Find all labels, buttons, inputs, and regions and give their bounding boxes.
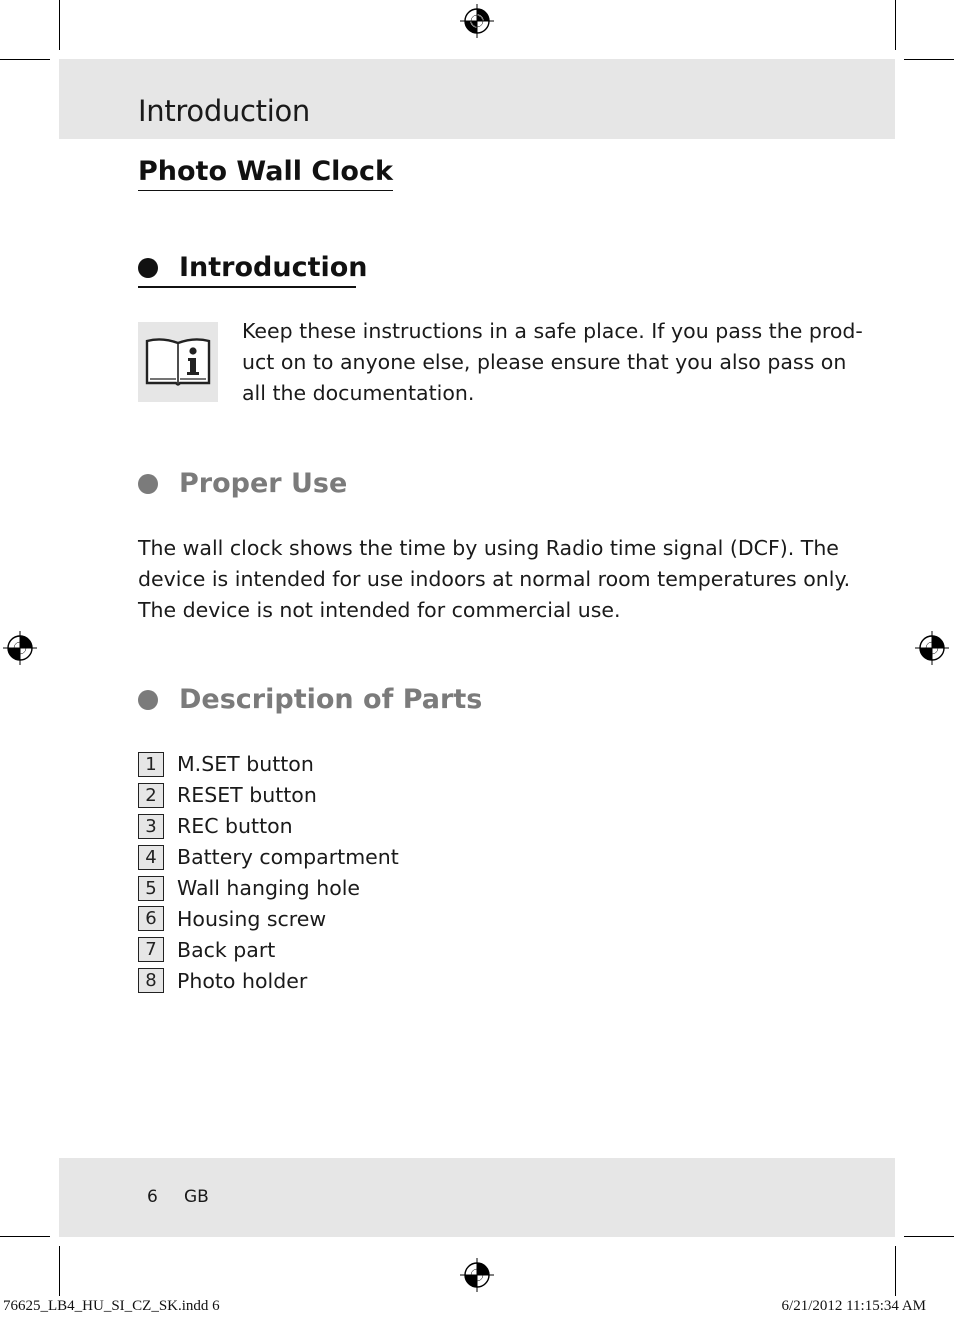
part-label: Housing screw	[177, 906, 327, 931]
language-code: GB	[184, 1187, 209, 1207]
section-title: Proper Use	[179, 468, 348, 499]
crop-mark	[895, 0, 896, 50]
part-number: 3	[138, 814, 164, 839]
part-number: 7	[138, 937, 164, 962]
section-heading-proper-use	[138, 468, 347, 499]
crop-mark	[904, 1236, 954, 1237]
part-number: 2	[138, 783, 164, 808]
print-slug-file: 76625_LB4_HU_SI_CZ_SK.indd 6	[3, 1298, 220, 1314]
registration-mark-icon	[3, 631, 37, 665]
text-line: all the documentation.	[242, 380, 475, 405]
info-box	[138, 322, 218, 402]
part-label: REC button	[177, 814, 293, 839]
header-title: Introduction	[138, 94, 311, 128]
list-item	[138, 749, 399, 780]
bullet-icon	[138, 690, 158, 710]
parts-list	[138, 749, 399, 996]
list-item	[138, 873, 399, 904]
part-label: Wall hanging hole	[177, 876, 361, 900]
text-line: Keep these instructions in a safe place. If you pass the prod-	[242, 319, 863, 343]
print-slug-timestamp: 6/21/2012 11:15:34 AM	[781, 1298, 926, 1314]
part-number: 8	[138, 968, 164, 993]
crop-mark	[904, 59, 954, 60]
list-item	[138, 842, 399, 873]
list-item	[138, 780, 399, 811]
crop-mark	[895, 1246, 896, 1296]
text-line: device is intended for use indoors at normal room temperatures only.	[138, 566, 851, 591]
registration-mark-icon	[460, 4, 494, 38]
section-title: Description of Parts	[179, 684, 483, 715]
bullet-icon	[138, 474, 158, 494]
page-number: 6	[147, 1187, 158, 1207]
part-label: Back part	[177, 937, 276, 962]
section-title: Introduction	[179, 252, 368, 283]
part-number: 1	[138, 752, 164, 777]
registration-mark-icon	[915, 631, 949, 665]
part-label: Battery compartment	[177, 845, 399, 870]
part-label: RESET button	[177, 783, 317, 808]
part-number: 5	[138, 876, 164, 901]
document-title: Photo Wall Clock	[138, 156, 393, 191]
section-heading-introduction	[138, 252, 368, 283]
heading-underline	[138, 286, 356, 288]
list-item	[138, 965, 399, 996]
bullet-icon	[138, 258, 158, 278]
registration-mark-icon	[460, 1258, 494, 1292]
crop-mark	[59, 0, 60, 50]
crop-mark	[59, 1246, 60, 1296]
introduction-text	[242, 316, 863, 408]
list-item	[138, 934, 399, 965]
crop-mark	[0, 1236, 50, 1237]
part-label: Photo holder	[177, 968, 308, 993]
text-line: The device is not intended for commercial use.	[138, 597, 621, 622]
part-label: M.SET button	[177, 752, 314, 777]
info-book-icon	[138, 322, 218, 402]
part-number: 4	[138, 845, 164, 870]
crop-mark	[0, 59, 50, 60]
part-number: 6	[138, 906, 164, 931]
section-heading-description-of-parts	[138, 684, 482, 715]
list-item	[138, 903, 399, 934]
proper-use-text	[138, 533, 850, 625]
text-line: The wall clock shows the time by using Radio time signal (DCF). The	[138, 536, 839, 560]
text-line: uct on to anyone else, please ensure that you also pass on	[242, 349, 847, 374]
list-item	[138, 811, 399, 842]
